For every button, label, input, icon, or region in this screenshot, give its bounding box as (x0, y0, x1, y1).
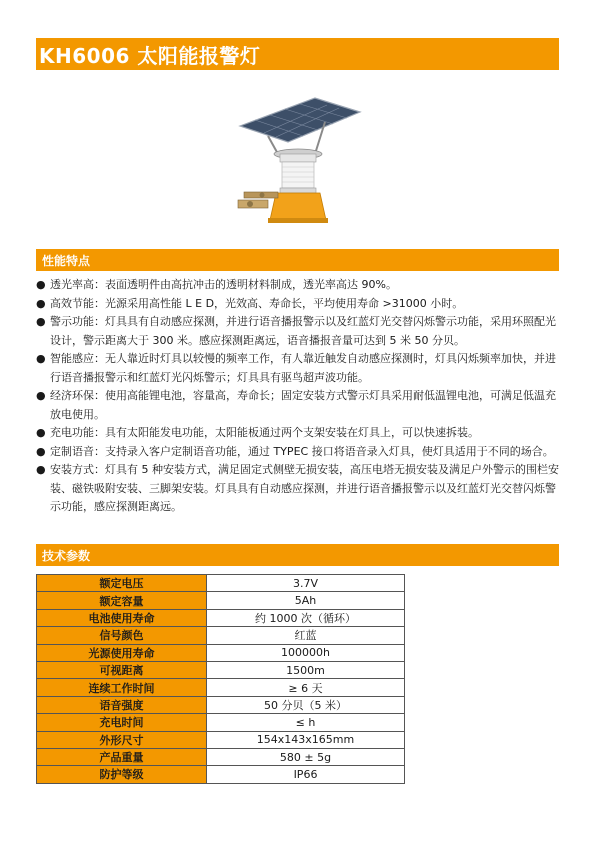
feature-text: 充电功能：具有太阳能发电功能，太阳能板通过两个支架安装在灯具上，可以快速拆装。 (50, 426, 479, 439)
specs-section-title: 技术参数 (42, 549, 91, 563)
spec-value: 约 1000 次（循环） (207, 609, 405, 626)
spec-value: 3.7V (207, 575, 405, 592)
bullet: ● (36, 389, 46, 402)
table-row (37, 748, 405, 765)
solar-alarm-light-photo (230, 96, 365, 226)
table-row (37, 627, 405, 644)
bullet: ● (36, 463, 46, 476)
feature-item (36, 387, 559, 424)
table-row (37, 696, 405, 713)
feature-item (36, 424, 559, 443)
table-row (37, 731, 405, 748)
feature-text: 定制语音：支持录入客户定制语音功能，通过 TYPEC 接口将语音录入灯具，使灯具适用于不同的场合。 (50, 444, 554, 458)
spec-key: 信号颜色 (37, 627, 207, 644)
spec-key: 光源使用寿命 (37, 644, 207, 661)
spec-value: 50 分贝（5 米） (207, 696, 405, 713)
table-row (37, 661, 405, 678)
table-row (37, 766, 405, 783)
bullet: ● (36, 278, 46, 291)
feature-item (36, 295, 559, 314)
table-row (37, 575, 405, 592)
table-row (37, 609, 405, 626)
feature-text: 智能感应：无人靠近时灯具以较慢的频率工作，有人靠近触发自动感应探测时，灯具闪烁频率加快，并进行语音播报警示和红蓝灯光闪烁警示；灯具具有驱鸟超声波功能。 (50, 352, 556, 384)
spec-key: 防护等级 (37, 766, 207, 783)
spec-value: 154x143x165mm (207, 731, 405, 748)
feature-text: 透光率高：表面透明件由高抗冲击的透明材料制成，透光率高达 90%。 (50, 278, 397, 291)
table-row (37, 714, 405, 731)
spec-key: 语音强度 (37, 696, 207, 713)
feature-text: 经济环保：使用高能锂电池，容量高，寿命长；固定安装方式警示灯具采用耐低温锂电池，可满足低温充放电使用。 (50, 389, 556, 421)
spec-value: 580 ± 5g (207, 748, 405, 765)
page-title: KH6006 太阳能报警灯 (39, 44, 261, 68)
table-row (37, 679, 405, 696)
bullet: ● (36, 296, 46, 310)
feature-item (36, 276, 559, 295)
spec-value: ≥ 6 天 (207, 679, 405, 696)
spec-key: 产品重量 (37, 748, 207, 765)
specs-table (36, 574, 405, 784)
spec-value: IP66 (207, 766, 405, 783)
page-title-bar (36, 38, 559, 70)
feature-text: 警示功能：灯具具有自动感应探测，并进行语音播报警示以及红蓝灯光交替闪烁警示功能，采用环照配光设计，警示距离大于 300 米。感应探测距离远，语音播报音量可达到 5 米 50 分贝。 (50, 315, 556, 347)
bullet: ● (36, 444, 46, 458)
specs-section-header (36, 544, 559, 566)
bullet: ● (36, 426, 46, 439)
features-list (36, 276, 559, 517)
feature-item (36, 313, 559, 350)
features-section-header (36, 249, 559, 271)
feature-item (36, 350, 559, 387)
spec-value: ≤ h (207, 714, 405, 731)
feature-text: 安装方式：灯具有 5 种安装方式，满足固定式侧壁无损安装，高压电塔无损安装及满足户外警示的围栏安装、磁铁吸附安装、三脚架安装。灯具具有自动感应探测，并进行语音播报警示以及红蓝灯光交替闪烁警示功能，感应探测距离远。 (50, 463, 559, 513)
spec-key: 连续工作时间 (37, 679, 207, 696)
bullet: ● (36, 315, 46, 328)
spec-key: 额定电压 (37, 575, 207, 592)
feature-item (36, 443, 559, 462)
spec-value: 5Ah (207, 592, 405, 609)
spec-value: 100000h (207, 644, 405, 661)
spec-key: 额定容量 (37, 592, 207, 609)
features-section-title: 性能特点 (42, 254, 91, 268)
spec-key: 可视距离 (37, 661, 207, 678)
feature-text: 高效节能：光源采用高性能 L E D，光效高、寿命长，平均使用寿命 >31000 小时。 (50, 296, 464, 310)
table-row (37, 592, 405, 609)
spec-key: 电池使用寿命 (37, 609, 207, 626)
spec-value: 红蓝 (207, 627, 405, 644)
feature-item (36, 461, 559, 517)
table-row (37, 644, 405, 661)
spec-key: 外形尺寸 (37, 731, 207, 748)
spec-value: 1500m (207, 661, 405, 678)
spec-key: 充电时间 (37, 714, 207, 731)
bullet: ● (36, 352, 46, 365)
